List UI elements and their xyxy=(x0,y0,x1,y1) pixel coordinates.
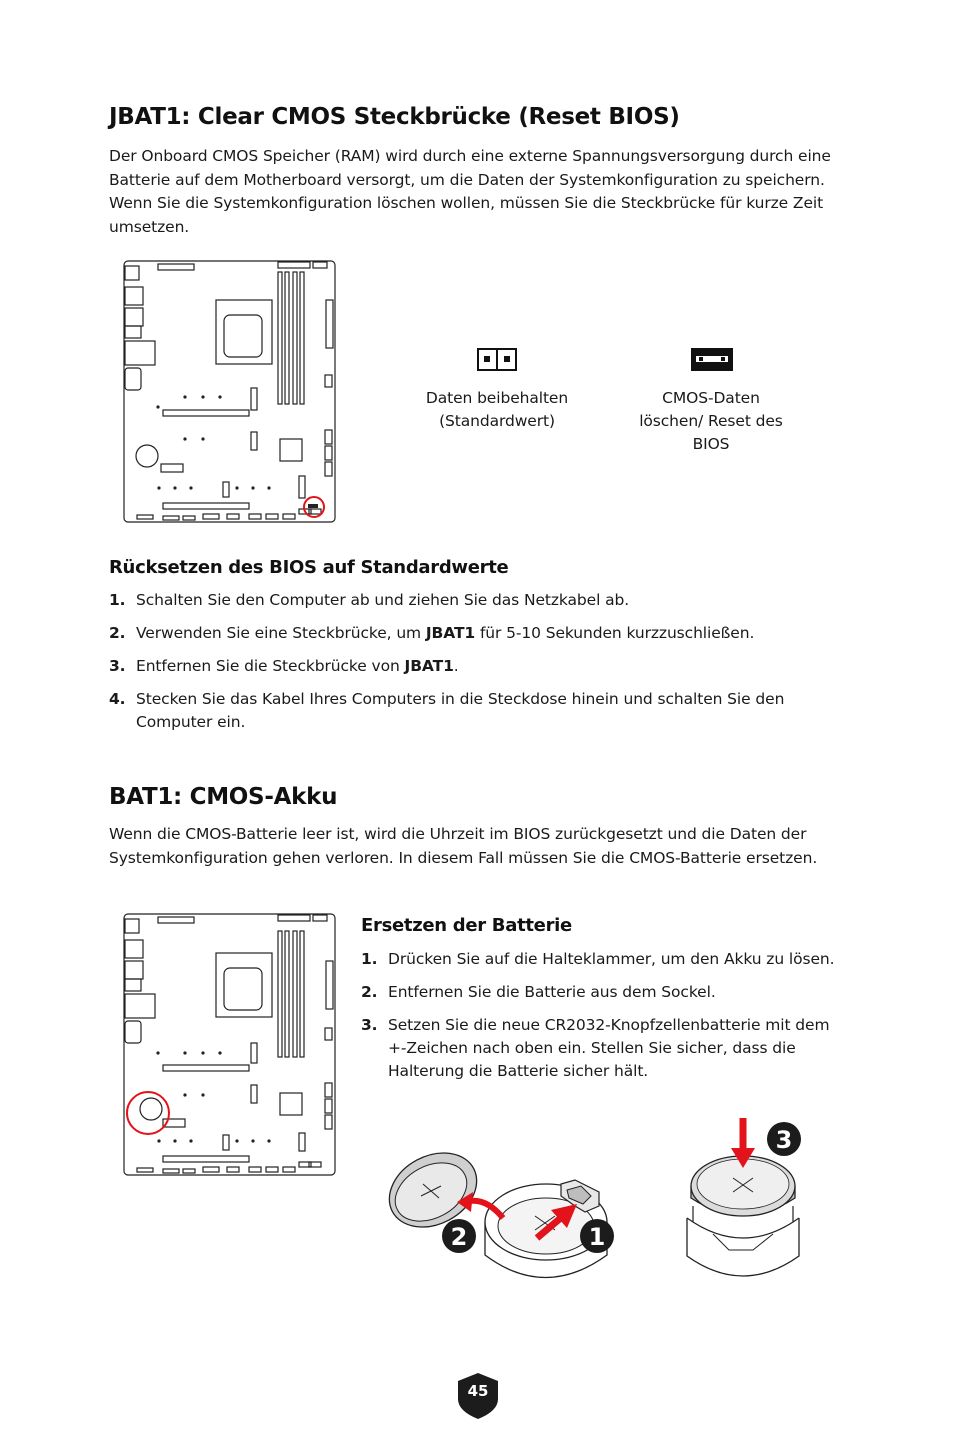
jumper-closed-icon xyxy=(691,348,733,372)
reset-heading: Rücksetzen des BIOS auf Standardwerte xyxy=(109,557,509,578)
step-badge-1 xyxy=(579,1218,615,1254)
list-item: 3. Entfernen Sie die Steckbrücke von JBAT1. xyxy=(109,657,459,675)
reset-steps-list xyxy=(109,589,844,734)
jumper-open-icon xyxy=(477,348,517,372)
list-item: 3. Setzen Sie die neue CR2032-Knopfzellenbatterie mit dem +-Zeichen nach oben ein. Stellen Sie sicher, dass die Halterung die Batterie sicher hält. xyxy=(361,1016,830,1080)
jumper-keep-label: Daten beibehalten (Standardwert) xyxy=(425,389,569,430)
jbat-intro: Der Onboard CMOS Speicher (RAM) wird durch eine externe Spannungsversorgung durch eine Batterie auf dem Motherboard versorgt, um die Daten der Systemkonfiguration zu speichern. Wenn Sie die Systemkonfiguration löschen wollen, müssen Sie die Steckbrücke für kurze Zeit umsetzen. xyxy=(109,147,831,236)
replace-steps-list xyxy=(361,948,846,1083)
list-item: 2. Verwenden Sie eine Steckbrücke, um JBAT1 für 5-10 Sekunden kurzzuschließen. xyxy=(109,624,755,642)
list-item: 2. Entfernen Sie die Batterie aus dem Sockel. xyxy=(361,983,716,1001)
jumper-clear-label: CMOS-Daten löschen/ Reset des BIOS xyxy=(639,389,783,453)
replace-heading: Ersetzen der Batterie xyxy=(361,915,572,936)
motherboard-diagram-bat xyxy=(123,913,337,1177)
page-number-badge xyxy=(458,1373,498,1419)
battery-removal-illustration xyxy=(385,1140,625,1290)
list-item: 4. Stecken Sie das Kabel Ihres Computers in die Steckdose hinein und schalten Sie den Computer ein. xyxy=(109,690,785,731)
page-number: 45 xyxy=(467,1382,489,1400)
jbat-title: JBAT1: Clear CMOS Steckbrücke (Reset BIOS) xyxy=(109,104,680,130)
step-badge-2 xyxy=(441,1218,477,1254)
svg-text:3: 3 xyxy=(775,1126,793,1154)
list-item: 1. Schalten Sie den Computer ab und ziehen Sie das Netzkabel ab. xyxy=(109,591,630,609)
motherboard-diagram-jbat xyxy=(123,260,337,524)
step-badge-3 xyxy=(766,1121,802,1157)
bat-title: BAT1: CMOS-Akku xyxy=(109,784,338,810)
bat-intro: Wenn die CMOS-Batterie leer ist, wird die Uhrzeit im BIOS zurückgesetzt und die Daten der Systemkonfiguration gehen verloren. In diesem Fall müssen Sie die CMOS-Batterie ersetzen. xyxy=(109,825,818,867)
svg-text:2: 2 xyxy=(450,1223,468,1251)
list-item: 1. Drücken Sie auf die Halteklammer, um den Akku zu lösen. xyxy=(361,950,835,968)
svg-text:1: 1 xyxy=(588,1223,606,1251)
